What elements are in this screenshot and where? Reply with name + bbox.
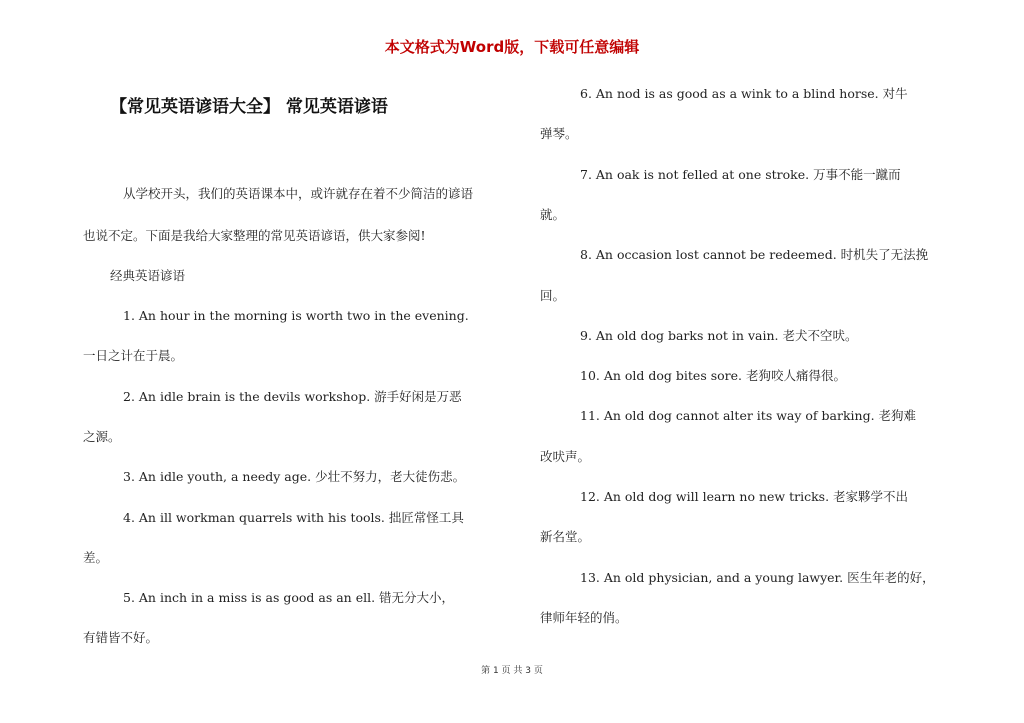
proverb-line: 11. An old dog cannot alter its way of barking. 老狗难	[580, 408, 917, 423]
proverb-line: 3. An idle youth, a needy age. 少壮不努力，老大徒伤悲。	[123, 469, 466, 484]
intro-line-1: 从学校开头，我们的英语课本中，或许就存在着不少简洁的谚语	[123, 186, 474, 201]
page-title: 【常见英语谚语大全】 常见英语谚语	[110, 97, 388, 117]
intro-line-2: 也说不定。下面是我给大家整理的常见英语谚语，供大家参阅!	[83, 228, 426, 243]
proverb-line: 12. An old dog will learn no new tricks. 老家夥学不出	[580, 489, 909, 504]
proverb-line: 8. An occasion lost cannot be redeemed. 时机失了无法挽	[580, 247, 929, 262]
section-heading: 经典英语谚语	[110, 268, 186, 283]
proverb-line: 2. An idle brain is the devils workshop. 游手好闲是万恶	[123, 389, 462, 404]
proverb-line: 7. An oak is not felled at one stroke. 万事不能一蹴而	[580, 167, 901, 182]
proverb-line: 6. An nod is as good as a wink to a blind horse. 对牛	[580, 86, 908, 101]
proverb-translation: 有错皆不好。	[83, 630, 159, 645]
format-banner: 本文格式为Word版，下载可任意编辑	[384, 38, 640, 56]
proverb-line: 10. An old dog bites sore. 老狗咬人痛得很。	[580, 368, 846, 383]
page-number: 第 1 页 共 3 页	[481, 666, 543, 676]
proverb-translation: 律师年轻的俏。	[540, 610, 628, 625]
proverb-translation: 回。	[540, 288, 566, 303]
proverb-translation: 弹琴。	[540, 126, 578, 141]
proverb-line: 13. An old physician, and a young lawyer. 医生年老的好，	[580, 570, 935, 585]
proverb-line: 5. An inch in a miss is as good as an ell. 错无分大小，	[123, 590, 455, 605]
proverb-translation: 之源。	[83, 429, 121, 444]
proverb-translation: 新名堂。	[540, 529, 591, 544]
proverb-line: 9. An old dog barks not in vain. 老犬不空吠。	[580, 328, 858, 343]
proverb-translation: 一日之计在于晨。	[83, 348, 184, 363]
proverb-translation: 就。	[540, 207, 566, 222]
proverb-translation: 差。	[83, 550, 109, 565]
proverb-line: 1. An hour in the morning is worth two in the evening.	[123, 308, 469, 323]
proverb-translation: 改吠声。	[540, 449, 591, 464]
proverb-line: 4. An ill workman quarrels with his tools. 拙匠常怪工具	[123, 510, 464, 525]
